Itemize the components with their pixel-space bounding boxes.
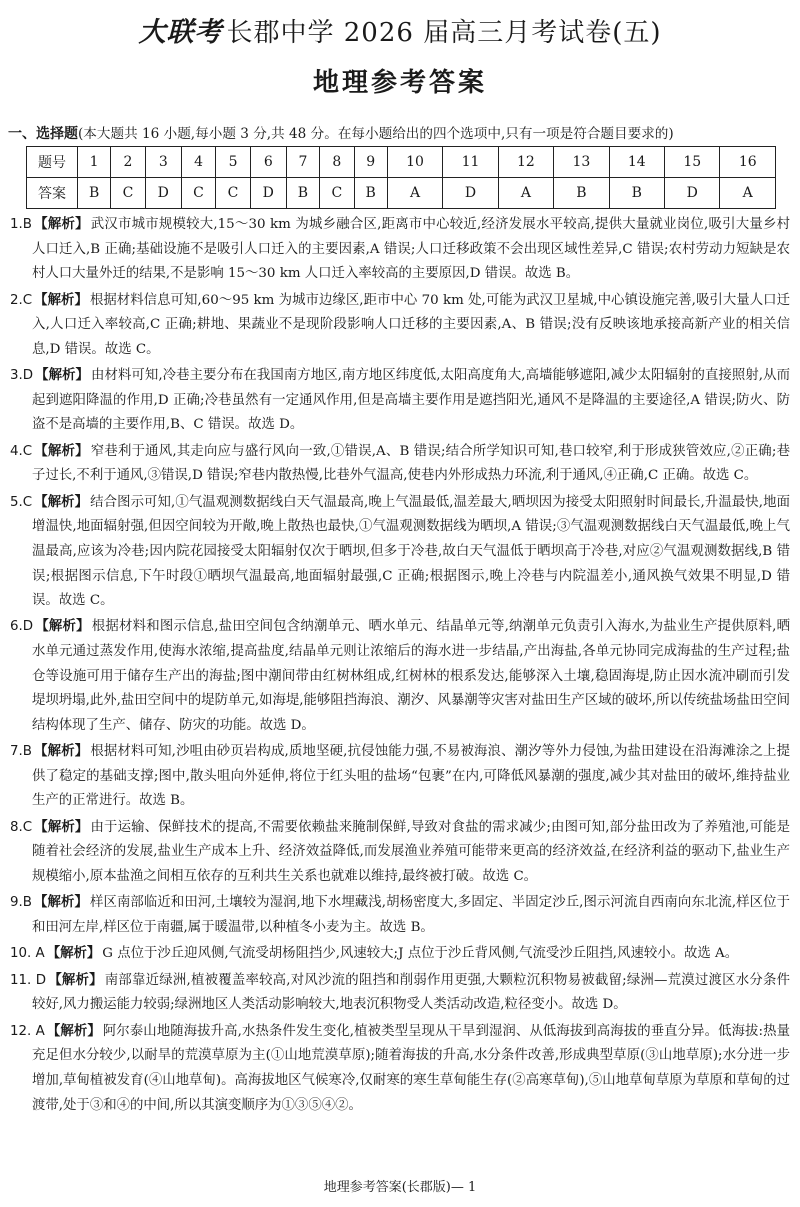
explanation-item xyxy=(10,289,790,363)
explanation-text: 样区南部临近和田河,土壤较为湿润,地下水埋藏浅,胡杨密度大,多固定、半固定沙丘,图示河流自西南向东北流,样区位于和田河左岸,样区位于南疆,属于暖温带,以种植冬小麦为主。故选 B。 xyxy=(32,895,790,935)
brand-logo-text: 大联考 xyxy=(138,17,223,48)
explanation-text: G 点位于沙丘迎风侧,气流受胡杨阻挡少,风速较大;J 点位于沙丘背风侧,气流受沙丘阻挡,风速较小。故选 A。 xyxy=(102,946,739,962)
question-number-row xyxy=(27,147,776,178)
analysis-tag: 【解析】 xyxy=(33,895,88,911)
explanation-number: 11. D xyxy=(10,972,47,988)
explanation-number: 6.D xyxy=(10,619,34,635)
answer-cell: D xyxy=(145,178,181,209)
answer-cell: D xyxy=(250,178,286,209)
page-footer: 地理参考答案(长郡版)— 1 xyxy=(323,1180,477,1195)
explanation-item xyxy=(10,213,790,287)
answer-cell: C xyxy=(216,178,251,209)
section-heading xyxy=(8,122,793,143)
question-number-cell: 2 xyxy=(111,147,146,178)
analysis-tag: 【解析】 xyxy=(34,292,88,308)
question-number-cell: 9 xyxy=(354,147,387,178)
question-number-cell: 5 xyxy=(216,147,251,178)
answer-cell: C xyxy=(111,178,146,209)
answer-cell: D xyxy=(443,178,498,209)
explanation-number: 10. A xyxy=(10,946,45,962)
analysis-tag: 【解析】 xyxy=(33,744,89,760)
analysis-tag: 【解析】 xyxy=(35,619,90,635)
question-number-cell: 8 xyxy=(320,147,355,178)
explanation-item xyxy=(10,740,790,814)
explanation-item xyxy=(10,816,790,890)
analysis-tag: 【解析】 xyxy=(34,443,89,459)
question-number-cell: 4 xyxy=(181,147,216,178)
answer-row xyxy=(27,178,776,209)
section-label: 一、选择题 xyxy=(8,126,78,142)
explanations-list xyxy=(10,213,790,1120)
explanation-text: 结合图示可知,①气温观测数据线白天气温最高,晚上气温最低,温差最大,晒坝因为接受太阳照射时间最长,升温最快,地面增温快,地面辐射强,但因空间较为开敞,晚上散热也最快,①气温观测数据线为晒坝,A 错误;③气温观测数据线白天气温最低,晚上气温最高,应该为冷巷;因内院花园接受太阳辐射仅次于晒坝,但多于冷巷,故白天气温低于晒坝高于冷巷,对应②气温观测数据线,B 错误;根据图示信息,下午时段①晒坝气温最高,地面辐射最强,C 正确;根据图示,晚上冷巷与内院温差小,通风换气效果不明显,D 错误。故选 C。 xyxy=(32,494,790,609)
explanation-item xyxy=(10,491,790,614)
answer-cell: B xyxy=(354,178,387,209)
question-number-cell: 3 xyxy=(145,147,181,178)
analysis-tag: 【解析】 xyxy=(34,819,89,835)
explanation-item xyxy=(10,440,790,489)
analysis-tag: 【解析】 xyxy=(48,972,103,988)
section-instruction: (本大题共 16 小题,每小题 3 分,共 48 分。在每小题给出的四个选项中,只有一项是符合题目要求的) xyxy=(78,126,674,142)
explanation-number: 7.B xyxy=(10,744,32,760)
exam-title: 长郡中学 2026 届高三月考试卷(五) xyxy=(226,18,662,48)
analysis-tag: 【解析】 xyxy=(35,368,90,384)
row-label-question: 题号 xyxy=(27,147,78,178)
explanation-text: 根据材料信息可知,60～95 km 为城市边缘区,距市中心 70 km 处,可能为武汉卫星城,中心镇设施完善,吸引大量人口迁入,人口迁入率较高,C 正确;耕地、果蔬业不是现阶段影响人口迁移的主要因素,A、B 错误;没有反映该地承接高新产业的相关信息,D 错误。故选 C。 xyxy=(32,292,790,357)
question-number-cell: 16 xyxy=(720,147,776,178)
question-number-cell: 14 xyxy=(609,147,664,178)
explanation-number: 8.C xyxy=(10,819,33,835)
answer-cell: A xyxy=(720,178,776,209)
answer-cell: C xyxy=(181,178,216,209)
explanation-number: 2.C xyxy=(10,292,33,308)
explanation-item xyxy=(10,969,790,1018)
explanation-item xyxy=(10,615,790,738)
row-label-answer: 答案 xyxy=(27,178,78,209)
explanation-item xyxy=(10,942,790,967)
explanation-number: 3.D xyxy=(10,368,34,384)
document-subtitle: 地理参考答案 xyxy=(312,68,487,98)
explanation-number: 9.B xyxy=(10,895,32,911)
question-number-cell: 11 xyxy=(443,147,498,178)
explanation-text: 南部靠近绿洲,植被覆盖率较高,对风沙流的阻挡和削弱作用更强,大颗粒沉积物易被截留;绿洲—荒漠过渡区水分条件较好,风力搬运能力较弱;绿洲地区人类活动影响较大,地表沉积物受人类活动改造,粒径变小。故选 D。 xyxy=(32,972,790,1013)
question-number-cell: 6 xyxy=(250,147,286,178)
explanation-number: 12. A xyxy=(10,1023,45,1039)
answer-cell: B xyxy=(286,178,319,209)
explanation-text: 窄巷利于通风,其走向应与盛行风向一致,①错误,A、B 错误;结合所学知识可知,巷口较窄,利于形成狭管效应,②正确;巷子过长,不利于通风,③错误,D 错误;窄巷内散热慢,比巷外气温高,使巷内外形成热力环流,利于通风,④正确,C 正确。故选 C。 xyxy=(32,443,791,484)
answer-cell: A xyxy=(498,178,553,209)
explanation-number: 1.B xyxy=(10,217,32,232)
answer-cell: A xyxy=(387,178,442,209)
question-number-cell: 7 xyxy=(286,147,319,178)
answer-cell: B xyxy=(554,178,609,209)
analysis-tag: 【解析】 xyxy=(46,946,101,962)
analysis-tag: 【解析】 xyxy=(34,494,89,510)
question-number-cell: 12 xyxy=(498,147,553,178)
explanation-item xyxy=(10,891,790,940)
question-number-cell: 13 xyxy=(554,147,609,178)
explanation-number: 5.C xyxy=(10,494,33,510)
answer-cell: B xyxy=(78,178,111,209)
explanation-text: 武汉市城市规模较大,15～30 km 为城乡融合区,距离市中心较近,经济发展水平较高,提供大量就业岗位,吸引大量乡村人口迁入,B 正确;基础设施不是吸引人口迁入的主要因素,A 错误;人口迁移政策不会出现区域性差异,C 错误;农村劳动力短缺是农村人口大量外迁的结果,不是影响 15～30 km 人口迁入率较高的主要原因,D 错误。故选 B。 xyxy=(32,217,791,282)
exam-header xyxy=(0,10,800,49)
explanation-text: 由材料可知,冷巷主要分布在我国南方地区,南方地区纬度低,太阳高度角大,高墙能够遮阳,减少太阳辐射的直接照射,从而起到遮阳降温的作用,D 正确;冷巷虽然有一定通风作用,但是高墙主要作用是遮挡阳光,通风不是降温的主要途径,A 错误;防火、防盗不是高墙的主要作用,B、C 错误。故选 D。 xyxy=(32,368,790,433)
analysis-tag: 【解析】 xyxy=(33,217,89,232)
answer-table xyxy=(26,146,776,209)
question-number-cell: 15 xyxy=(665,147,720,178)
analysis-tag: 【解析】 xyxy=(46,1023,101,1039)
explanation-item xyxy=(10,364,790,438)
explanation-text: 根据材料可知,沙咀由砂页岩构成,质地坚硬,抗侵蚀能力强,不易被海浪、潮汐等外力侵蚀,为盐田建设在沿海滩涂之上提供了稳定的基础支撑;图中,散头咀向外延伸,将位于红头咀的盐场“包裹”在内,可降低风暴潮的强度,减少其对盐田的破坏,维持盐业生产的正常进行。故选 B。 xyxy=(32,744,791,809)
answer-cell: D xyxy=(665,178,720,209)
answer-cell: C xyxy=(320,178,355,209)
explanation-text: 阿尔泰山地随海拔升高,水热条件发生变化,植被类型呈现从干旱到湿润、从低海拔到高海拔的垂直分异。低海拔:热量充足但水分较少,以耐旱的荒漠草原为主(①山地荒漠草原);随着海拔的升高,水分条件改善,形成典型草原(③山地草原);水分进一步增加,草甸植被发育(④山地草甸)。高海拔地区气候寒冷,仅耐寒的寒生草甸能生存(②高寒草甸),⑤山地草甸草原为草原和草甸的过渡带,处于③和④的中间,所以其演变顺序为①③⑤④②。 xyxy=(32,1023,791,1113)
explanation-text: 根据材料和图示信息,盐田空间包含纳潮单元、晒水单元、结晶单元等,纳潮单元负责引入海水,为盐业生产提供原料,晒水单元通过蒸发作用,使海水浓缩,提高盐度,结晶单元则让浓缩后的海水进一步结晶,产出海盐,各单元协同完成海盐的生产过程;盐仓等设施可用于储存生产出的海盐;图中潮间带由红树林组成,红树林的根系发达,能够深入土壤,稳固海堤,防止因水流冲刷而引发堤坝坍塌,此外,盐田空间中的堤防单元,如海堤,能够阻挡海浪、潮汐、风暴潮等灾害对盐田生产区域的破坏,所以传统盐场盐田空间结构体现了生产、储存、防灾的功能。故选 D。 xyxy=(32,619,790,733)
question-number-cell: 1 xyxy=(78,147,111,178)
explanation-item xyxy=(10,1020,790,1118)
explanation-number: 4.C xyxy=(10,443,33,459)
question-number-cell: 10 xyxy=(387,147,442,178)
answer-cell: B xyxy=(609,178,664,209)
explanation-text: 由于运输、保鲜技术的提高,不需要依赖盐来腌制保鲜,导致对食盐的需求减少;由图可知,部分盐田改为了养殖池,可能是随着社会经济的发展,盐业生产成本上升、经济效益降低,而发展渔业养殖可能带来更高的经济效益,在经济利益的驱动下,盐业生产规模缩小,原本盐渔之间相互依存的互利共生关系也就难以维持,最终被打破。故选 C。 xyxy=(32,819,790,885)
